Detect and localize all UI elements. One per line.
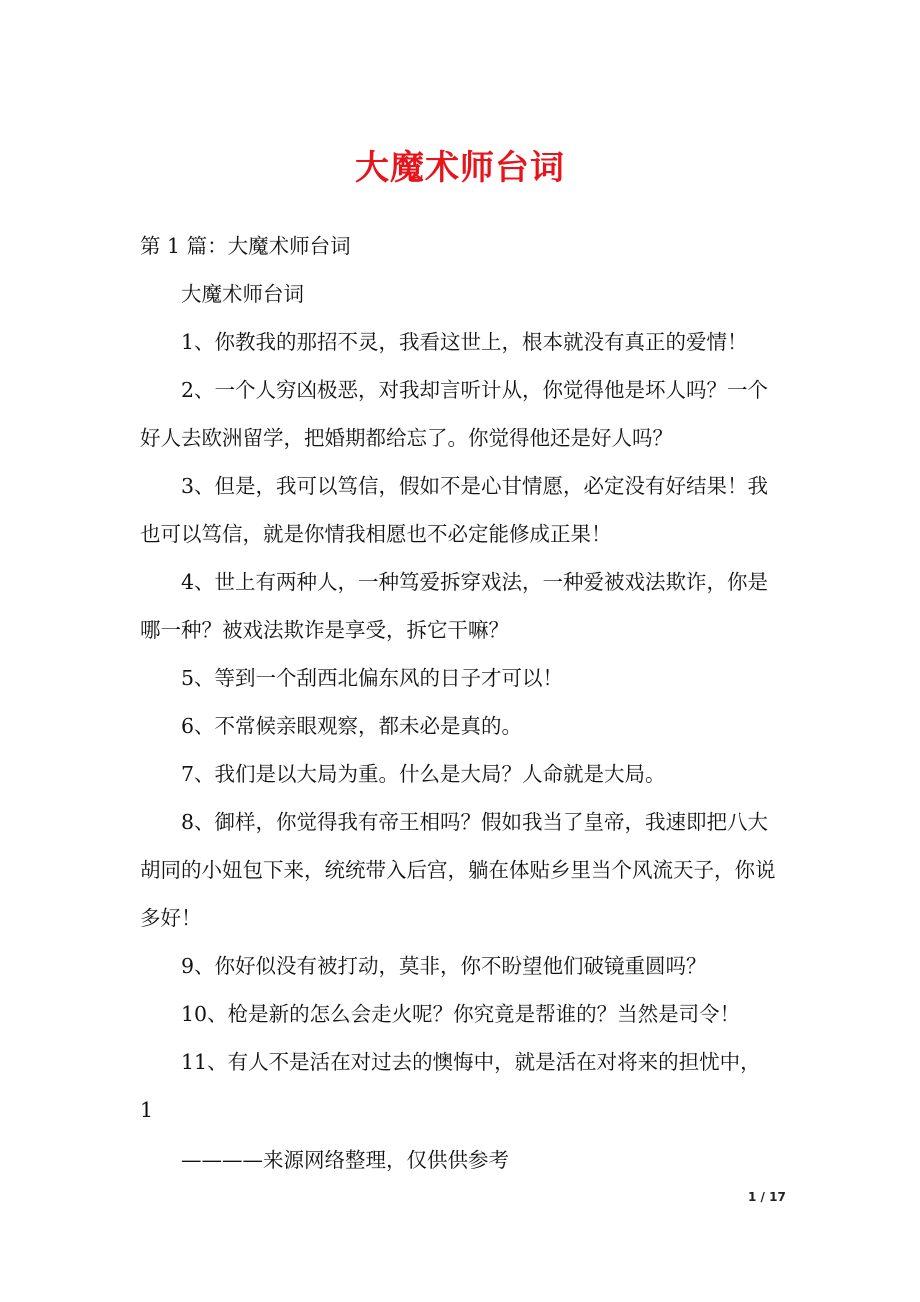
page-indicator: 1 / 17: [748, 1190, 786, 1204]
paragraph: 6、不常候亲眼观察，都未必是真的。: [181, 714, 523, 738]
document-body: [140, 222, 780, 1134]
paragraph: 10、枪是新的怎么会走火呢？你究竟是帮谁的？当然是司令！: [181, 1002, 741, 1026]
paragraph: 8、御样，你觉得我有帝王相吗？假如我当了皇帝，我速即把八大胡同的小妞包下来，统统带入后宫，躺在体贴乡里当个风流天子，你说多好！: [140, 810, 776, 930]
source-note: ————来源网络整理，仅供供参考: [181, 1148, 509, 1172]
paragraph: 11、有人不是活在对过去的懊悔中，就是活在对将来的担忧中，: [181, 1050, 761, 1074]
paragraph: 1、你教我的那招不灵，我看这世上，根本就没有真正的爱情！: [181, 330, 748, 354]
document-title: 大魔术师台词: [355, 148, 565, 188]
paragraph: 4、世上有两种人，一种笃爱拆穿戏法，一种爱被戏法欺诈，你是哪一种？被戏法欺诈是享受，拆它干嘛？: [140, 570, 769, 642]
subheading: 大魔术师台词: [181, 282, 304, 306]
trailing-line: 1: [140, 1098, 154, 1122]
paragraph: 2、一个人穷凶极恶，对我却言听计从，你觉得他是坏人吗？一个好人去欧洲留学，把婚期都给忘了。你觉得他还是好人吗？: [140, 378, 769, 450]
section-heading: 第 1 篇：大魔术师台词: [140, 234, 351, 258]
paragraph: 9、你好似没有被打动，莫非，你不盼望他们破镜重圆吗？: [181, 954, 707, 978]
paragraph: 3、但是，我可以笃信，假如不是心甘情愿，必定没有好结果！我也可以笃信，就是你情我相愿也不必定能修成正果！: [140, 474, 769, 546]
paragraph: 7、我们是以大局为重。什么是大局？人命就是大局。: [181, 762, 666, 786]
paragraph: 5、等到一个刮西北偏东风的日子才可以！: [181, 666, 564, 690]
